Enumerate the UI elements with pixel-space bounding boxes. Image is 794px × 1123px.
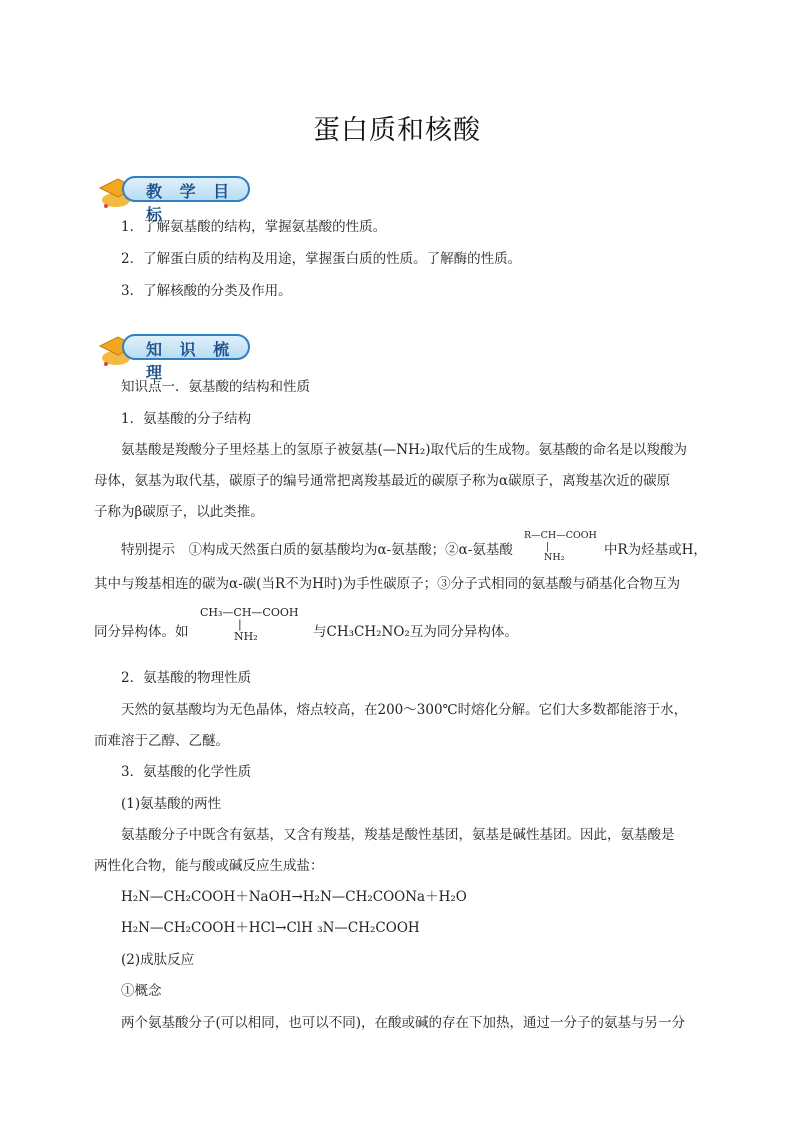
goal-item: 3．了解核酸的分类及作用。 — [121, 283, 292, 299]
chemical-equation: H₂N—CH₂COOH＋NaOH→H₂N—CH₂COONa＋H₂O — [121, 889, 467, 905]
paragraph-line: 天然的氨基酸均为无色晶体，熔点较高，在200～300℃时熔化分解。它们大多数都能溶于水， — [121, 702, 688, 718]
subheading: (2)成肽反应 — [121, 952, 195, 968]
section-badge-goals — [96, 170, 256, 224]
tip-text: 中R为烃基或H， — [604, 542, 707, 558]
subheading: 3．氨基酸的化学性质 — [121, 764, 252, 780]
tip-text: 同分异构体。如 — [94, 624, 189, 640]
paragraph-line: 两性化合物，能与酸或碱反应生成盐： — [94, 858, 324, 874]
paragraph-line: 母体，氨基为取代基，碳原子的编号通常把离羧基最近的碳原子称为α碳原子，离羧基次近的碳原 — [94, 473, 671, 489]
goal-item: 2．了解蛋白质的结构及用途，掌握蛋白质的性质。了解酶的性质。 — [121, 251, 522, 267]
paragraph-line: 氨基酸是羧酸分子里烃基上的氢原子被氨基(—NH₂)取代后的生成物。氨基酸的命名是以羧酸为 — [121, 442, 688, 458]
tip-text: 特别提示 ①构成天然蛋白质的氨基酸均为α-氨基酸；②α-氨基酸 — [121, 542, 513, 558]
paragraph-line: 两个氨基酸分子(可以相同，也可以不同)，在酸或碱的存在下加热，通过一分子的氨基与另一分 — [121, 1015, 686, 1031]
subheading: 2．氨基酸的物理性质 — [121, 670, 252, 686]
goal-item: 1．了解氨基酸的结构，掌握氨基酸的性质。 — [121, 219, 387, 235]
tip-text: 与CH₃CH₂NO₂互为同分异构体。 — [313, 624, 518, 640]
section-badge-knowledge — [96, 328, 256, 382]
section-label: 教 学 目 标 — [146, 182, 236, 224]
paragraph-line: 而难溶于乙醇、乙醚。 — [94, 733, 229, 749]
paragraph-line: 子称为β碳原子，以此类推。 — [94, 504, 264, 520]
page-title: 蛋白质和核酸 — [313, 115, 481, 146]
subheading: ①概念 — [121, 983, 162, 999]
structural-formula-1: R—CH—COOH | NH₂ — [524, 530, 597, 563]
chemical-equation: H₂N—CH₂COOH＋HCl→ClH ₃N—CH₂COOH — [121, 920, 420, 936]
tip-text: 其中与羧基相连的碳为α-碳(当R不为H时)为手性碳原子；③分子式相同的氨基酸与硝基化合物互为 — [94, 576, 681, 592]
knowledge-point-heading: 知识点一．氨基酸的结构和性质 — [121, 379, 310, 395]
subheading: (1)氨基酸的两性 — [121, 796, 222, 812]
section-label: 知 识 梳 理 — [146, 340, 236, 382]
paragraph-line: 氨基酸分子中既含有氨基，又含有羧基，羧基是酸性基团，氨基是碱性基团。因此，氨基酸是 — [121, 827, 675, 843]
subheading: 1．氨基酸的分子结构 — [121, 411, 252, 427]
structural-formula-2: CH₃—CH—COOH | NH₂ — [200, 606, 299, 643]
